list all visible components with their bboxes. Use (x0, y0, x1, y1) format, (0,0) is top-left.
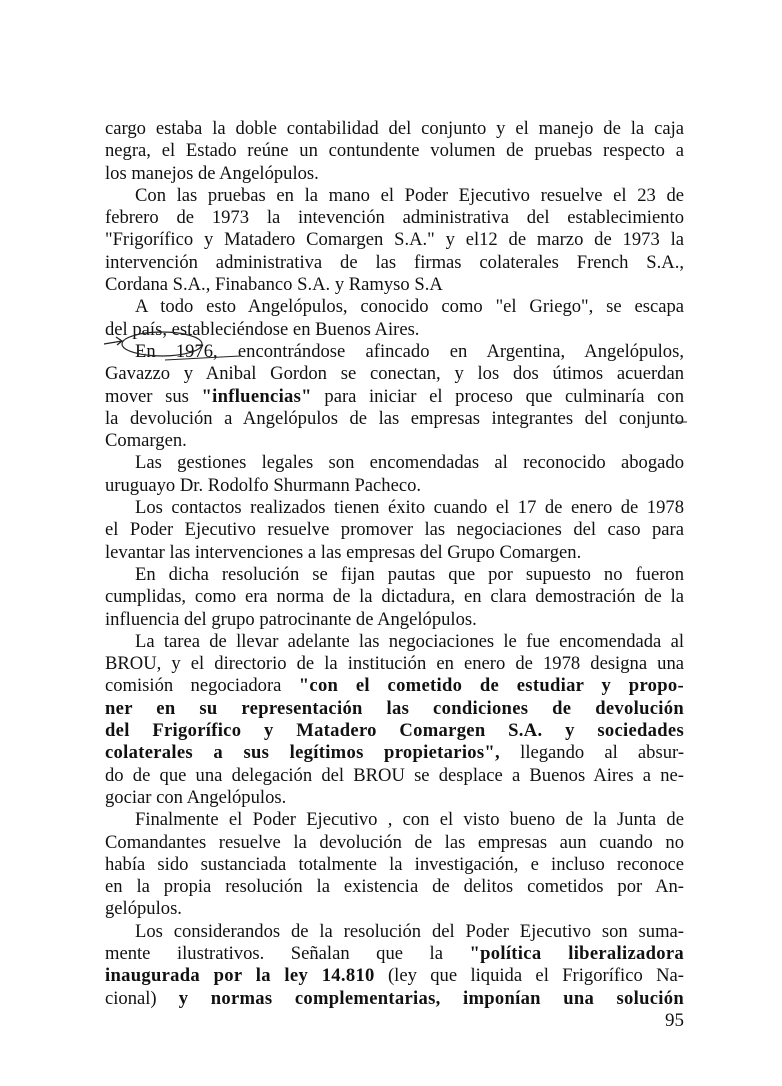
text-line (105, 118, 684, 140)
text-segment: había sido sustanciada totalmente la investigación, e incluso reconoce (105, 853, 684, 875)
text-line (105, 765, 684, 787)
text-segment: comisión negociadora (105, 675, 299, 697)
text-line (105, 408, 684, 430)
text-line (105, 809, 684, 831)
text-segment: Los considerandos de la resolución del Poder Ejecutivo son suma- (135, 920, 684, 942)
page-body-text (105, 118, 684, 1010)
text-segment: A todo esto Angelópulos, conocido como "el Griego", se escapa (135, 296, 684, 318)
text-segment: Las gestiones legales son encomendadas al reconocido abogado (135, 452, 684, 474)
paragraph (105, 118, 684, 185)
text-line (105, 698, 684, 720)
text-segment: para iniciar el proceso que culminaría con (311, 385, 684, 407)
text-segment: En 1976, encontrándose afincado en Argentina, Angelópulos, (135, 340, 684, 362)
text-line (105, 140, 684, 162)
bold-quote-text: del Frigorífico y Matadero Comargen S.A. y sociedades (105, 720, 684, 742)
text-line (105, 497, 684, 519)
paragraph (105, 631, 684, 809)
text-segment: En dicha resolución se fijan pautas que por supuesto no fueron (135, 563, 684, 585)
bold-quote-text: "influencias" (201, 385, 312, 407)
bold-quote-text: ner en su representación las condiciones de devolución (105, 697, 684, 719)
text-line (105, 854, 684, 876)
text-segment: mover sus (105, 385, 202, 407)
text-line (105, 163, 684, 185)
text-segment: la devolución a Angelópulos de las empresas integrantes del conjunto (105, 407, 684, 429)
paragraph (105, 921, 684, 1010)
text-line (105, 787, 684, 809)
text-line (105, 185, 684, 207)
text-segment: Los contactos realizados tienen éxito cuando el 17 de enero de 1978 (135, 497, 684, 519)
text-segment: Cordana S.A., Finabanco S.A. y Ramyso S.A (105, 274, 443, 296)
text-line (105, 519, 684, 541)
text-line (105, 720, 684, 742)
text-line (105, 475, 684, 497)
text-segment: febrero de 1973 la intevención administrativa del establecimiento (105, 207, 684, 229)
text-line (105, 207, 684, 229)
text-line (105, 988, 684, 1010)
text-segment: (ley que liquida el Frigorífico Na- (374, 965, 684, 987)
bold-quote-text: inaugurada por la ley 14.810 (105, 965, 375, 987)
paragraph (105, 564, 684, 631)
paragraph (105, 452, 684, 497)
text-segment: La tarea de llevar adelante las negociaciones le fue encomendada al (135, 630, 684, 652)
text-segment: intervención administrativa de las firmas colaterales French S.A., (105, 251, 684, 273)
text-line (105, 631, 684, 653)
text-line (105, 252, 684, 274)
text-line (105, 542, 684, 564)
text-line (105, 832, 684, 854)
text-segment: mente ilustrativos. Señalan que la (105, 942, 470, 964)
text-line (105, 742, 684, 764)
text-segment: cargo estaba la doble contabilidad del conjunto y el manejo de la caja (105, 118, 684, 139)
text-line (105, 274, 684, 296)
text-segment: gociar con Angelópulos. (105, 786, 287, 808)
text-segment: levantar las intervenciones a las empresas del Grupo Comargen. (105, 541, 582, 563)
text-segment: Comargen. (105, 430, 187, 452)
paragraph (105, 809, 684, 920)
text-line (105, 363, 684, 385)
text-line (105, 229, 684, 251)
text-line (105, 452, 684, 474)
text-segment: los manejos de Angelópulos. (105, 162, 319, 184)
text-line (105, 898, 684, 920)
text-segment: Gavazzo y Anibal Gordon se conectan, y los dos útimos acuerdan (105, 363, 684, 385)
bold-quote-text: "con el cometido de estudiar y propo- (298, 675, 684, 697)
paragraph (105, 341, 684, 452)
text-line (105, 943, 684, 965)
paragraph (105, 185, 684, 296)
text-line (105, 965, 684, 987)
bold-quote-text: y normas complementarias, imponían una solución (178, 987, 684, 1009)
text-line (105, 586, 684, 608)
text-segment: Comandantes resuelve la devolución de las empresas aun cuando no (105, 831, 684, 853)
text-segment: gelópulos. (105, 898, 182, 920)
text-line (105, 609, 684, 631)
text-segment: Finalmente el Poder Ejecutivo , con el visto bueno de la Junta de (135, 809, 684, 831)
page-number: 95 (665, 1010, 684, 1031)
text-segment: el Poder Ejecutivo resuelve promover las negociaciones del caso para (105, 519, 684, 541)
text-line (105, 430, 684, 452)
text-segment: negra, el Estado reúne un contundente volumen de pruebas respecto a (105, 140, 684, 162)
bold-quote-text: "política liberalizadora (469, 942, 684, 964)
text-segment: cumplidas, como era norma de la dictadura, en clara demostración de la (105, 586, 684, 608)
text-segment: cional) (105, 987, 179, 1009)
text-line (105, 921, 684, 943)
text-line (105, 386, 684, 408)
text-segment: influencia del grupo patrocinante de Angelópulos. (105, 608, 477, 630)
text-segment: llegando al absur- (500, 742, 685, 764)
text-segment: del país, estableciéndose en Buenos Aires. (105, 318, 420, 340)
text-line (105, 876, 684, 898)
bold-quote-text: colaterales a sus legítimos propietarios", (105, 742, 500, 764)
text-line (105, 319, 684, 341)
text-segment: uruguayo Dr. Rodolfo Shurmann Pacheco. (105, 474, 422, 496)
text-segment: do de que una delegación del BROU se desplace a Buenos Aires a ne- (105, 764, 684, 786)
text-line (105, 296, 684, 318)
text-segment: BROU, y el directorio de la institución en enero de 1978 designa una (105, 653, 684, 675)
text-segment: "Frigorífico y Matadero Comargen S.A." y el12 de marzo de 1973 la (105, 229, 684, 251)
text-line (105, 564, 684, 586)
text-segment: Con las pruebas en la mano el Poder Ejecutivo resuelve el 23 de (135, 184, 684, 206)
text-line (105, 653, 684, 675)
text-line (105, 675, 684, 697)
paragraph (105, 497, 684, 564)
text-line (105, 341, 684, 363)
text-segment: en la propia resolución la existencia de delitos cometidos por An- (105, 876, 684, 898)
paragraph (105, 296, 684, 341)
